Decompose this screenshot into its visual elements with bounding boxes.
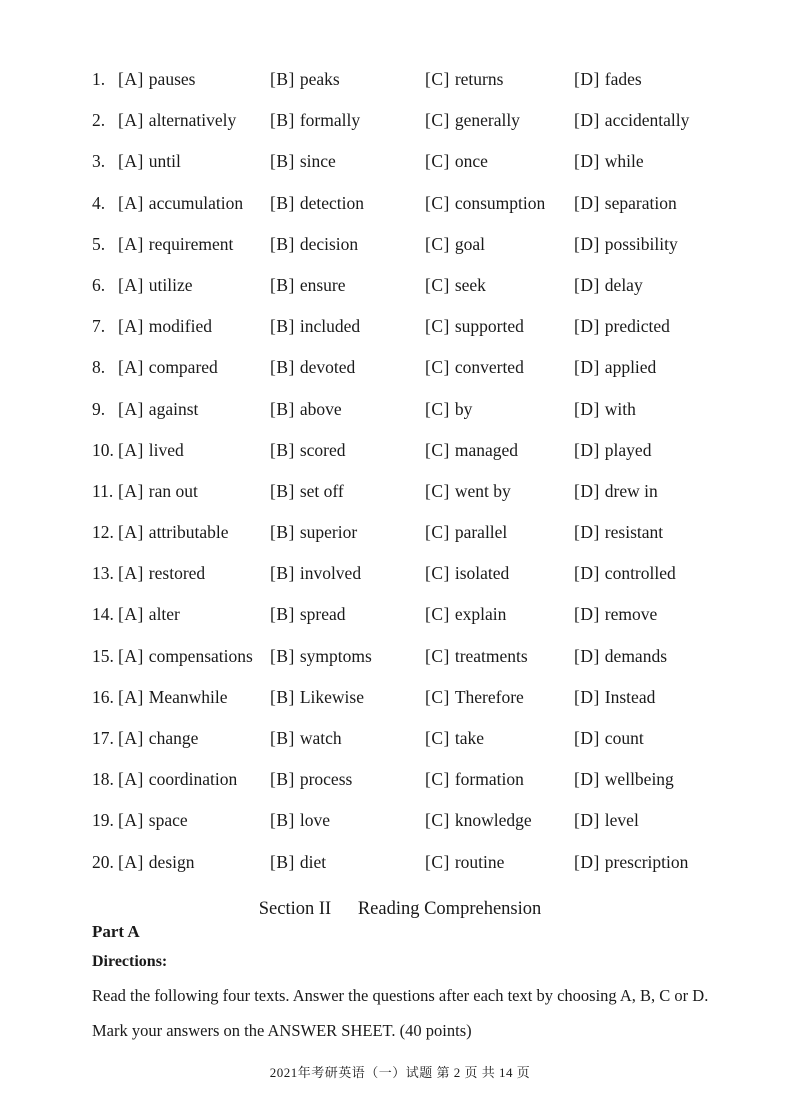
answer-option xyxy=(425,842,504,883)
option-letter: [D] xyxy=(574,604,600,625)
section-title: Reading Comprehension xyxy=(357,899,542,919)
option-text: accumulation xyxy=(148,192,244,213)
option-letter: [A] xyxy=(118,151,144,172)
option-letter: [D] xyxy=(574,439,600,460)
question-row xyxy=(0,512,800,553)
answer-option xyxy=(270,141,336,182)
option-letter: [A] xyxy=(118,480,144,501)
option-letter: [A] xyxy=(118,110,144,131)
option-letter: [D] xyxy=(574,151,600,172)
option-text: isolated xyxy=(454,563,510,584)
question-number: 12. xyxy=(92,522,114,543)
option-text: predicted xyxy=(604,316,670,337)
option-letter: [A] xyxy=(118,563,144,584)
answer-option xyxy=(425,306,524,347)
option-letter: [D] xyxy=(574,686,600,707)
option-letter: [A] xyxy=(118,439,144,460)
answer-option xyxy=(425,265,486,306)
answer-option xyxy=(270,389,342,430)
answer-option xyxy=(118,183,243,224)
option-text: wellbeing xyxy=(604,769,674,790)
option-text: level xyxy=(604,810,639,831)
option-letter: [B] xyxy=(270,398,295,419)
option-text: symptoms xyxy=(299,645,372,666)
question-number: 7. xyxy=(92,316,106,337)
answer-option xyxy=(574,759,674,800)
option-text: Instead xyxy=(604,686,656,707)
option-letter: [A] xyxy=(118,274,144,295)
answer-option xyxy=(574,224,678,265)
answer-option xyxy=(425,759,524,800)
answer-option xyxy=(118,59,195,100)
question-number: 10. xyxy=(92,439,114,460)
question-row xyxy=(0,677,800,718)
answer-option xyxy=(118,594,180,635)
answer-option xyxy=(118,553,205,594)
answer-option xyxy=(574,677,655,718)
option-text: alternatively xyxy=(148,110,237,131)
option-text: seek xyxy=(454,274,486,295)
option-text: while xyxy=(604,151,644,172)
option-text: devoted xyxy=(299,357,356,378)
option-text: since xyxy=(299,151,336,172)
option-letter: [A] xyxy=(118,645,144,666)
question-row xyxy=(0,306,800,347)
option-text: possibility xyxy=(604,233,678,254)
option-letter: [A] xyxy=(118,769,144,790)
option-letter: [B] xyxy=(270,851,295,872)
option-text: peaks xyxy=(299,69,340,89)
option-letter: [C] xyxy=(425,151,450,172)
option-text: goal xyxy=(454,233,485,254)
answer-option xyxy=(118,389,198,430)
answer-option xyxy=(118,512,229,553)
option-letter: [C] xyxy=(425,480,450,501)
answer-option xyxy=(270,224,358,265)
option-letter: [D] xyxy=(574,810,600,831)
question-number: 6. xyxy=(92,274,106,295)
answer-option xyxy=(270,553,361,594)
question-number: 17. xyxy=(92,728,114,748)
option-text: superior xyxy=(299,522,358,543)
option-text: design xyxy=(148,851,195,872)
answer-option xyxy=(118,265,193,306)
option-letter: [A] xyxy=(118,192,144,213)
option-letter: [D] xyxy=(574,233,600,254)
option-text: separation xyxy=(604,192,677,213)
answer-option xyxy=(574,553,676,594)
answer-option xyxy=(425,800,532,841)
option-text: utilize xyxy=(148,274,193,295)
question-number: 16. xyxy=(92,686,114,707)
option-text: detection xyxy=(299,192,364,213)
question-number: 19. xyxy=(92,810,114,831)
option-text: ran out xyxy=(148,480,198,501)
answer-option xyxy=(574,389,636,430)
answer-option xyxy=(425,183,545,224)
answer-option xyxy=(425,141,488,182)
question-number: 1. xyxy=(92,69,106,89)
option-letter: [B] xyxy=(270,439,295,460)
answer-option xyxy=(425,59,503,100)
option-text: converted xyxy=(454,357,524,378)
answer-option xyxy=(574,306,670,347)
option-text: take xyxy=(454,728,484,748)
question-number: 15. xyxy=(92,645,114,666)
option-text: attributable xyxy=(148,522,229,543)
option-letter: [D] xyxy=(574,398,600,419)
answer-option xyxy=(425,224,485,265)
option-text: by xyxy=(454,398,473,419)
option-letter: [B] xyxy=(270,810,295,831)
option-text: alter xyxy=(148,604,180,625)
option-letter: [C] xyxy=(425,851,450,872)
answer-option xyxy=(574,594,657,635)
answer-option xyxy=(574,800,639,841)
option-letter: [B] xyxy=(270,686,295,707)
answer-option xyxy=(425,718,484,759)
answer-option xyxy=(270,512,357,553)
page-footer: 2021年考研英语（一）试题 第 2 页 共 14 页 xyxy=(269,1065,531,1080)
option-letter: [A] xyxy=(118,686,144,707)
option-text: resistant xyxy=(604,522,664,543)
option-text: consumption xyxy=(454,192,546,213)
option-letter: [A] xyxy=(118,398,144,419)
option-text: applied xyxy=(604,357,657,378)
option-text: against xyxy=(148,398,199,419)
question-row xyxy=(0,265,800,306)
option-letter: [D] xyxy=(574,110,600,131)
option-text: remove xyxy=(604,604,658,625)
question-row xyxy=(0,100,800,141)
option-letter: [C] xyxy=(425,398,450,419)
option-text: pauses xyxy=(148,69,196,89)
option-letter: [A] xyxy=(118,604,144,625)
option-text: coordination xyxy=(148,769,238,790)
question-row xyxy=(0,430,800,471)
option-letter: [B] xyxy=(270,480,295,501)
option-text: process xyxy=(299,769,353,790)
option-letter: [B] xyxy=(270,233,295,254)
answer-option xyxy=(574,471,658,512)
option-letter: [D] xyxy=(574,357,600,378)
answer-option xyxy=(574,718,644,759)
answer-option xyxy=(270,471,344,512)
option-text: managed xyxy=(454,439,518,460)
answer-option xyxy=(270,636,372,677)
option-letter: [C] xyxy=(425,769,450,790)
answer-option xyxy=(574,183,677,224)
option-letter: [A] xyxy=(118,851,144,872)
option-letter: [A] xyxy=(118,316,144,337)
option-text: formally xyxy=(299,110,361,131)
section-number: Section II xyxy=(258,899,332,919)
option-text: Therefore xyxy=(454,686,524,707)
option-text: love xyxy=(299,810,330,831)
answer-option xyxy=(270,594,346,635)
answer-option xyxy=(270,265,346,306)
answer-option xyxy=(118,141,181,182)
answer-option xyxy=(270,759,352,800)
option-letter: [D] xyxy=(574,645,600,666)
option-letter: [C] xyxy=(425,110,450,131)
option-letter: [C] xyxy=(425,728,450,748)
answer-option xyxy=(425,677,524,718)
question-number: 14. xyxy=(92,604,114,625)
answer-option xyxy=(574,636,667,677)
option-text: included xyxy=(299,316,361,337)
option-text: count xyxy=(604,728,644,748)
option-text: compared xyxy=(148,357,218,378)
option-letter: [B] xyxy=(270,728,295,748)
question-number: 3. xyxy=(92,151,106,172)
option-text: diet xyxy=(299,851,327,872)
cloze-options-list xyxy=(0,59,800,883)
answer-option xyxy=(118,800,188,841)
option-letter: [A] xyxy=(118,522,144,543)
option-letter: [D] xyxy=(574,274,600,295)
answer-option xyxy=(574,842,688,883)
question-row xyxy=(0,718,800,759)
option-letter: [C] xyxy=(425,645,450,666)
option-text: controlled xyxy=(604,563,676,584)
option-letter: [C] xyxy=(425,522,450,543)
answer-option xyxy=(425,471,511,512)
option-letter: [C] xyxy=(425,233,450,254)
option-letter: [A] xyxy=(118,357,144,378)
part-title: Part A xyxy=(92,922,140,941)
option-text: above xyxy=(299,398,342,419)
option-text: involved xyxy=(299,563,362,584)
option-letter: [B] xyxy=(270,69,295,89)
option-text: returns xyxy=(454,69,504,89)
question-row xyxy=(0,347,800,388)
answer-option xyxy=(425,512,507,553)
option-letter: [C] xyxy=(425,604,450,625)
option-text: watch xyxy=(299,728,342,748)
option-text: with xyxy=(604,398,636,419)
answer-option xyxy=(270,718,342,759)
option-letter: [C] xyxy=(425,316,450,337)
answer-option xyxy=(118,347,218,388)
answer-option xyxy=(118,306,212,347)
directions-text: Read the following four texts. Answer the questions after each text by choosing A, B, C or D. Mark your answers on the ANSWER SHEET. (40 points) xyxy=(92,986,709,1040)
option-text: knowledge xyxy=(454,810,532,831)
option-text: once xyxy=(454,151,488,172)
question-number: 8. xyxy=(92,357,106,378)
answer-option xyxy=(118,100,236,141)
option-text: demands xyxy=(604,645,668,666)
option-letter: [A] xyxy=(118,810,144,831)
answer-option xyxy=(574,265,643,306)
option-letter: [C] xyxy=(425,439,450,460)
answer-option xyxy=(118,759,237,800)
answer-option xyxy=(270,183,364,224)
question-row xyxy=(0,389,800,430)
answer-option xyxy=(425,430,518,471)
option-text: requirement xyxy=(148,233,234,254)
question-row xyxy=(0,800,800,841)
question-row xyxy=(0,183,800,224)
question-number: 18. xyxy=(92,769,114,790)
option-letter: [B] xyxy=(270,522,295,543)
option-letter: [D] xyxy=(574,522,600,543)
option-text: accidentally xyxy=(604,110,690,131)
question-row xyxy=(0,636,800,677)
answer-option xyxy=(270,59,340,100)
answer-option xyxy=(574,59,642,100)
question-number: 2. xyxy=(92,110,106,131)
option-letter: [C] xyxy=(425,686,450,707)
option-text: change xyxy=(148,728,199,748)
option-text: prescription xyxy=(604,851,689,872)
question-row xyxy=(0,471,800,512)
answer-option xyxy=(270,100,360,141)
option-text: Likewise xyxy=(299,686,364,707)
answer-option xyxy=(425,636,528,677)
option-letter: [B] xyxy=(270,316,295,337)
option-letter: [C] xyxy=(425,563,450,584)
question-number: 4. xyxy=(92,192,106,213)
option-text: routine xyxy=(454,851,505,872)
option-letter: [A] xyxy=(118,728,144,748)
option-letter: [B] xyxy=(270,563,295,584)
answer-option xyxy=(118,430,184,471)
option-letter: [C] xyxy=(425,192,450,213)
answer-option xyxy=(574,512,663,553)
section-heading xyxy=(0,899,800,920)
answer-option xyxy=(118,842,195,883)
answer-option xyxy=(118,471,198,512)
question-row xyxy=(0,759,800,800)
option-text: space xyxy=(148,810,188,831)
option-letter: [D] xyxy=(574,69,600,89)
option-letter: [B] xyxy=(270,604,295,625)
question-number: 5. xyxy=(92,233,106,254)
option-letter: [B] xyxy=(270,357,295,378)
answer-option xyxy=(270,430,346,471)
option-text: formation xyxy=(454,769,524,790)
option-letter: [C] xyxy=(425,69,450,89)
option-text: parallel xyxy=(454,522,508,543)
answer-option xyxy=(425,389,472,430)
option-letter: [D] xyxy=(574,563,600,584)
answer-option xyxy=(118,224,233,265)
answer-option xyxy=(425,594,506,635)
option-letter: [B] xyxy=(270,192,295,213)
option-text: set off xyxy=(299,480,344,501)
answer-option xyxy=(425,347,524,388)
answer-option xyxy=(574,347,656,388)
question-row xyxy=(0,842,800,883)
option-text: played xyxy=(604,439,652,460)
option-letter: [D] xyxy=(574,316,600,337)
answer-option xyxy=(270,347,355,388)
question-row xyxy=(0,141,800,182)
question-row xyxy=(0,59,800,100)
option-text: compensations xyxy=(148,645,253,666)
question-row xyxy=(0,224,800,265)
answer-option xyxy=(270,677,364,718)
option-text: spread xyxy=(299,604,346,625)
answer-option xyxy=(118,718,198,759)
option-letter: [B] xyxy=(270,274,295,295)
option-letter: [D] xyxy=(574,480,600,501)
option-letter: [D] xyxy=(574,851,600,872)
option-letter: [A] xyxy=(118,69,144,89)
question-number: 13. xyxy=(92,563,114,584)
option-letter: [D] xyxy=(574,769,600,790)
question-row xyxy=(0,553,800,594)
answer-option xyxy=(118,636,253,677)
option-letter: [B] xyxy=(270,110,295,131)
directions-label: Directions: xyxy=(92,953,168,970)
option-letter: [B] xyxy=(270,645,295,666)
question-number: 20. xyxy=(92,851,114,872)
question-row xyxy=(0,594,800,635)
answer-option xyxy=(270,842,326,883)
question-number: 11. xyxy=(92,480,114,501)
question-number: 9. xyxy=(92,398,106,419)
option-text: ensure xyxy=(299,274,346,295)
option-letter: [B] xyxy=(270,151,295,172)
option-text: generally xyxy=(454,110,520,131)
option-text: until xyxy=(148,151,181,172)
option-text: supported xyxy=(454,316,524,337)
option-text: explain xyxy=(454,604,507,625)
option-text: scored xyxy=(299,439,346,460)
option-text: drew in xyxy=(604,480,658,501)
answer-option xyxy=(574,100,689,141)
answer-option xyxy=(425,553,509,594)
option-text: went by xyxy=(454,480,511,501)
option-letter: [D] xyxy=(574,192,600,213)
option-letter: [B] xyxy=(270,769,295,790)
answer-option xyxy=(270,306,360,347)
option-letter: [C] xyxy=(425,810,450,831)
option-letter: [A] xyxy=(118,233,144,254)
option-letter: [D] xyxy=(574,728,600,748)
option-text: restored xyxy=(148,563,206,584)
option-letter: [C] xyxy=(425,274,450,295)
option-text: delay xyxy=(604,274,643,295)
option-text: modified xyxy=(148,316,212,337)
answer-option xyxy=(574,430,651,471)
answer-option xyxy=(574,141,644,182)
answer-option xyxy=(425,100,520,141)
option-letter: [C] xyxy=(425,357,450,378)
answer-option xyxy=(118,677,228,718)
answer-option xyxy=(270,800,330,841)
option-text: decision xyxy=(299,233,359,254)
option-text: fades xyxy=(604,69,642,89)
option-text: treatments xyxy=(454,645,528,666)
option-text: lived xyxy=(148,439,184,460)
option-text: Meanwhile xyxy=(148,686,228,707)
